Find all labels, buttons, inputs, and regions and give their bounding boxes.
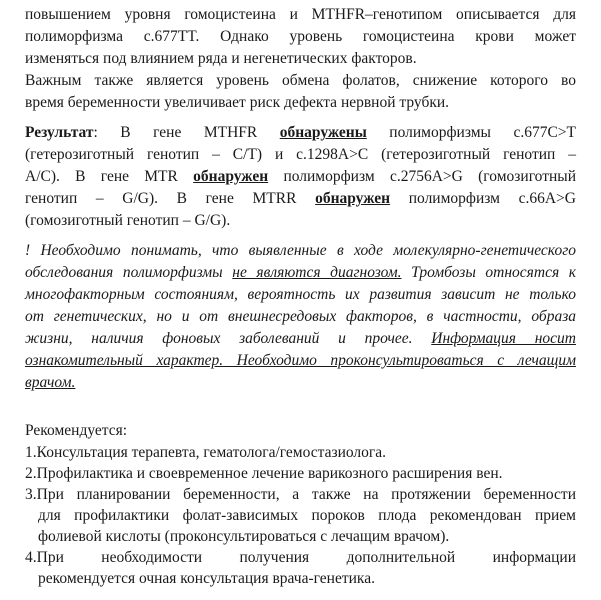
text-run: Результат: [25, 124, 94, 141]
text-run: Информация носит: [431, 330, 576, 347]
text-line: [25, 547, 576, 568]
text-run: 1.Консультация терапевта, гематолога/гемостазиолога.: [25, 444, 387, 461]
text-run: время беременности увеличивает риск дефекта нервной трубки.: [25, 94, 450, 111]
text-line: [25, 92, 576, 114]
text-run: не являются диагнозом.: [232, 264, 402, 281]
text-line: [25, 210, 576, 232]
text-run: : В гене MTHFR: [93, 124, 280, 141]
text-line: [25, 505, 576, 526]
text-run: ! Необходимо понимать, что выявленные в ходе молекулярно-генетического: [25, 242, 576, 259]
text-run: генотип – G/G). В гене MTRR: [25, 190, 316, 207]
text-line: [25, 188, 576, 210]
text-line: [25, 4, 576, 26]
text-line: [25, 240, 576, 262]
text-run: 3.При планировании беременности, а также на протяжении беременности: [25, 486, 576, 503]
paragraph-disclaimer: [25, 240, 576, 394]
text-line: [25, 328, 576, 350]
text-run: Важным также является уровень обмена фолатов, снижение которого во: [25, 72, 576, 89]
paragraph-folate: [25, 70, 576, 114]
text-line: [25, 484, 576, 505]
text-line: [25, 306, 576, 328]
text-run: 4.При необходимости получения дополнительной информации: [25, 549, 576, 566]
text-run: врачом.: [25, 374, 76, 391]
text-run: полиморфизм c.66A>G: [390, 190, 576, 207]
text-run: ознакомительный характер. Необходимо проконсультироваться с лечащим: [25, 352, 576, 369]
text-run: изменяться под влиянием ряда и негенетических факторов.: [25, 50, 417, 67]
text-line: [25, 262, 576, 284]
text-line: [25, 122, 576, 144]
text-run: (гетерозиготный генотип – C/T) и c.1298A>C (гетерозиготный генотип –: [25, 146, 576, 163]
text-run: Тромбозы относятся к: [401, 264, 576, 281]
text-run: 2.Профилактика и своевременное лечение варикозного расширения вен.: [25, 465, 503, 482]
text-line: [25, 350, 576, 372]
text-run: Рекомендуется:: [25, 422, 128, 439]
text-line: [25, 442, 576, 463]
paragraph-result: [25, 122, 576, 232]
text-line: [25, 26, 576, 48]
text-run: обследования полиморфизмы: [25, 264, 233, 281]
text-run: повышением уровня гомоцистеина и MTHFR–генотипом описывается для: [25, 6, 576, 23]
text-line: [25, 166, 576, 188]
text-line: [25, 420, 576, 442]
text-run: A/C). В гене MTR: [25, 168, 194, 185]
recommendations-list: [25, 442, 576, 589]
text-run: для профилактики фолат-зависимых пороков плода рекомендован прием: [38, 507, 576, 524]
text-run: (гомозиготный генотип – G/G).: [25, 212, 231, 229]
paragraph-homocysteine: [25, 4, 576, 70]
text-run: полиморфизмы c.677C>T: [366, 124, 576, 141]
document-body: [25, 4, 576, 589]
text-line: [25, 568, 576, 589]
text-run: фолиевой кислоты (проконсультироваться с лечащим врачом).: [38, 528, 450, 545]
text-line: [25, 463, 576, 484]
text-run: полиморфизма c.677TT. Однако уровень гомоцистеина крови может: [25, 28, 576, 45]
text-run: рекомендуется очная консультация врача-генетика.: [38, 570, 375, 587]
text-run: обнаружены: [279, 124, 367, 141]
text-line: [25, 284, 576, 306]
text-line: [25, 70, 576, 92]
text-line: [25, 372, 576, 394]
text-line: [25, 526, 576, 547]
recommendations-heading: [25, 420, 576, 442]
text-run: многофакторным состояниям, вероятность их развития зависит не только: [25, 286, 576, 303]
text-run: полиморфизм c.2756A>G (гомозиготный: [268, 168, 576, 185]
text-run: от генетических, но и от внешнесредовых факторов, в частности, образа: [25, 308, 576, 325]
text-line: [25, 48, 576, 70]
text-line: [25, 144, 576, 166]
text-run: жизни, наличия фоновых заболеваний и прочее.: [25, 330, 432, 347]
text-run: обнаружен: [193, 168, 269, 185]
text-run: обнаружен: [315, 190, 391, 207]
